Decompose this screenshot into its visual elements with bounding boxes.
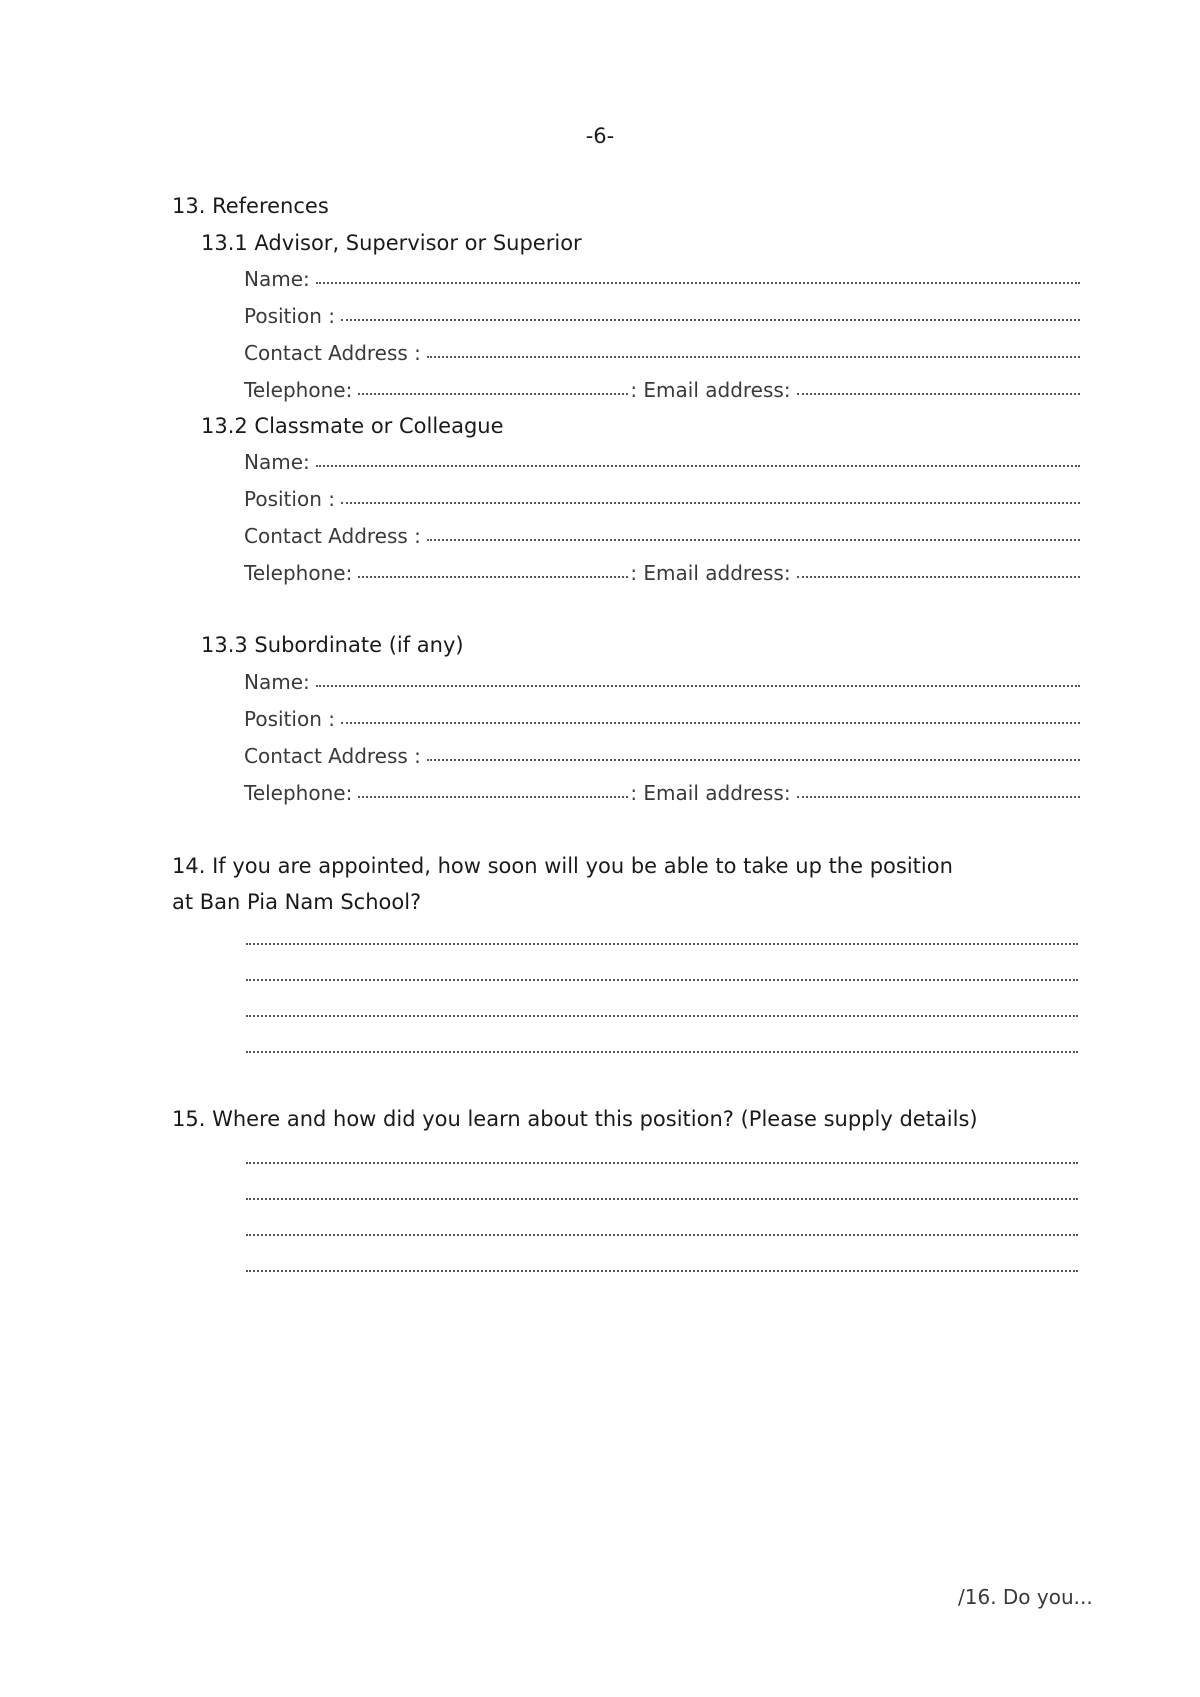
position-label: Position : bbox=[244, 304, 335, 328]
section-15-answer-line[interactable] bbox=[246, 1160, 1078, 1164]
telephone-label: Telephone: bbox=[244, 378, 353, 402]
name-label: Name: bbox=[244, 670, 310, 694]
ref2-name-field[interactable] bbox=[244, 450, 1080, 478]
contact-address-blank[interactable] bbox=[427, 523, 1080, 541]
next-page-indicator: /16. Do you... bbox=[958, 1585, 1093, 1609]
contact-address-label: Contact Address : bbox=[244, 341, 421, 365]
telephone-label: Telephone: bbox=[244, 561, 353, 585]
section-14-question-line1: 14. If you are appointed, how soon will you be able to take up the position bbox=[172, 854, 953, 878]
position-blank[interactable] bbox=[341, 706, 1080, 724]
ref3-name-field[interactable] bbox=[244, 670, 1080, 698]
name-blank[interactable] bbox=[316, 669, 1080, 687]
telephone-blank[interactable] bbox=[358, 560, 628, 578]
contact-address-label: Contact Address : bbox=[244, 744, 421, 768]
email-label: : Email address: bbox=[630, 781, 791, 805]
subsection-13-2-heading: 13.2 Classmate or Colleague bbox=[201, 414, 504, 438]
ref2-contact-field[interactable] bbox=[244, 524, 1080, 552]
section-15-answer-line[interactable] bbox=[246, 1268, 1078, 1272]
name-label: Name: bbox=[244, 267, 310, 291]
telephone-blank[interactable] bbox=[358, 377, 628, 395]
contact-address-blank[interactable] bbox=[427, 340, 1080, 358]
email-blank[interactable] bbox=[797, 377, 1080, 395]
section-15-question: 15. Where and how did you learn about this position? (Please supply details) bbox=[172, 1107, 978, 1131]
page-number: -6- bbox=[585, 124, 615, 148]
section-15-answer-line[interactable] bbox=[246, 1196, 1078, 1200]
email-blank[interactable] bbox=[797, 560, 1080, 578]
position-label: Position : bbox=[244, 707, 335, 731]
contact-address-label: Contact Address : bbox=[244, 524, 421, 548]
section-14-answer-line[interactable] bbox=[246, 977, 1078, 981]
name-label: Name: bbox=[244, 450, 310, 474]
ref1-contact-field[interactable] bbox=[244, 341, 1080, 369]
section-13-heading: 13. References bbox=[172, 194, 329, 218]
section-14-answer-line[interactable] bbox=[246, 1013, 1078, 1017]
ref3-contact-field[interactable] bbox=[244, 744, 1080, 772]
ref1-name-field[interactable] bbox=[244, 267, 1080, 295]
section-15-answer-line[interactable] bbox=[246, 1232, 1078, 1236]
position-label: Position : bbox=[244, 487, 335, 511]
email-label: : Email address: bbox=[630, 561, 791, 585]
section-14-question-line2: at Ban Pia Nam School? bbox=[172, 890, 422, 914]
name-blank[interactable] bbox=[316, 449, 1080, 467]
position-blank[interactable] bbox=[341, 486, 1080, 504]
ref3-telephone-email-field[interactable] bbox=[244, 781, 1080, 809]
section-14-answer-line[interactable] bbox=[246, 1049, 1078, 1053]
telephone-label: Telephone: bbox=[244, 781, 353, 805]
contact-address-blank[interactable] bbox=[427, 743, 1080, 761]
position-blank[interactable] bbox=[341, 303, 1080, 321]
ref3-position-field[interactable] bbox=[244, 707, 1080, 735]
ref2-telephone-email-field[interactable] bbox=[244, 561, 1080, 589]
ref1-position-field[interactable] bbox=[244, 304, 1080, 332]
name-blank[interactable] bbox=[316, 266, 1080, 284]
section-14-answer-line[interactable] bbox=[246, 941, 1078, 945]
subsection-13-1-heading: 13.1 Advisor, Supervisor or Superior bbox=[201, 231, 582, 255]
ref1-telephone-email-field[interactable] bbox=[244, 378, 1080, 406]
telephone-blank[interactable] bbox=[358, 780, 628, 798]
ref2-position-field[interactable] bbox=[244, 487, 1080, 515]
email-label: : Email address: bbox=[630, 378, 791, 402]
subsection-13-3-heading: 13.3 Subordinate (if any) bbox=[201, 633, 464, 657]
email-blank[interactable] bbox=[797, 780, 1080, 798]
